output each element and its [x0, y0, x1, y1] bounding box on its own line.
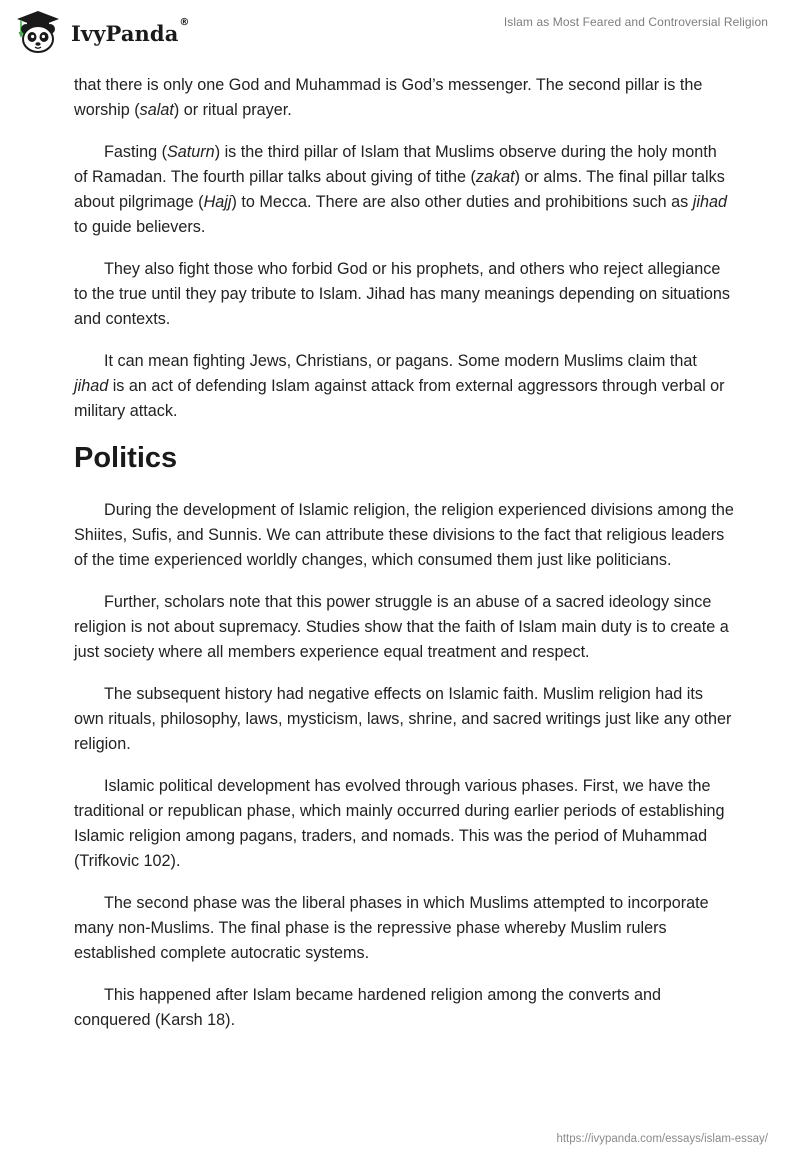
paragraph-history-effects: The subsequent history had negative effects on Islamic faith. Muslim religion had its own rituals, philosophy, laws, mysticism, laws, shrine, and sacred writings just like any other religion. [74, 685, 732, 753]
panda-graduate-logo-icon [14, 8, 62, 56]
paragraph-pillars-intro [74, 73, 734, 123]
italic-term: Saturn [166, 143, 215, 161]
paragraph-jihad-meanings: They also fight those who forbid God or his prophets, and others who reject allegiance to the true until they pay tribute to Islam. Jihad has many meanings depending on situations and contexts. [74, 260, 730, 328]
text-run: It can mean fighting Jews, Christians, or pagans. Some modern Muslims claim that [104, 352, 697, 370]
text-run: that there is only one God and Muhammad is God’s messenger. The second pillar is the worship ( [74, 76, 703, 119]
text-run: ) to Mecca. There are also other duties and prohibitions such as [231, 193, 693, 211]
paragraph-jihad-defense [74, 349, 734, 424]
italic-term: jihad [74, 377, 109, 395]
text-run: ) or ritual prayer. [173, 101, 292, 119]
italic-term: Hajj [203, 193, 232, 211]
paragraph-hardened-religion: This happened after Islam became hardened religion among the converts and conquered (Karsh 18). [74, 986, 662, 1029]
italic-term: salat [139, 101, 174, 119]
document-title: Islam as Most Feared and Controversial Religion [503, 15, 768, 29]
brand-name [71, 16, 190, 46]
paragraph-divisions: During the development of Islamic religion, the religion experienced divisions among the Shiites, Sufis, and Sunnis. We can attribute these divisions to the fact that religious leaders of the time experienced worldly changes, which consumed them just like politicians. [74, 501, 734, 569]
brand-registered-mark: ® [179, 16, 190, 28]
text-run: ) is the third pillar of Islam that Muslims observe during the holy month of Ramadan. The fourth pillar talks about giving of tithe ( [74, 143, 717, 186]
section-heading-politics: Politics [74, 442, 178, 474]
paragraph-fasting [74, 140, 734, 240]
paragraph-liberal-phase: The second phase was the liberal phases in which Muslims attempted to incorporate many non-Muslims. The final phase is the repressive phase whereby Muslim rulers established complete autocratic systems. [74, 894, 709, 962]
paragraph-political-phases: Islamic political development has evolved through various phases. First, we have the traditional or republican phase, which mainly occurred during earlier periods of establishing Islamic religion among pagans, traders, and nomads. This was the period of Muhammad (Trifkovic 102). [74, 777, 725, 870]
italic-term: jihad [692, 193, 727, 211]
italic-term: zakat [475, 168, 515, 186]
brand-name-text: IvyPanda [71, 20, 179, 46]
source-url-link[interactable]: https://ivypanda.com/essays/islam-essay/ [556, 1133, 768, 1145]
text-run: ) or alms. The final pillar talks about pilgrimage ( [74, 168, 725, 211]
page-header [0, 0, 800, 66]
text-run: Fasting ( [104, 143, 167, 161]
text-run: is an act of defending Islam against attack from external aggressors through verbal or military attack. [74, 377, 725, 420]
text-run: to guide believers. [74, 218, 206, 236]
paragraph-power-struggle: Further, scholars note that this power struggle is an abuse of a sacred ideology since religion is not about supremacy. Studies show that the faith of Islam main duty is to create a just society where all members experience equal treatment and respect. [74, 593, 729, 661]
essay-body [74, 73, 734, 1050]
brand-logo-link[interactable] [14, 8, 190, 56]
